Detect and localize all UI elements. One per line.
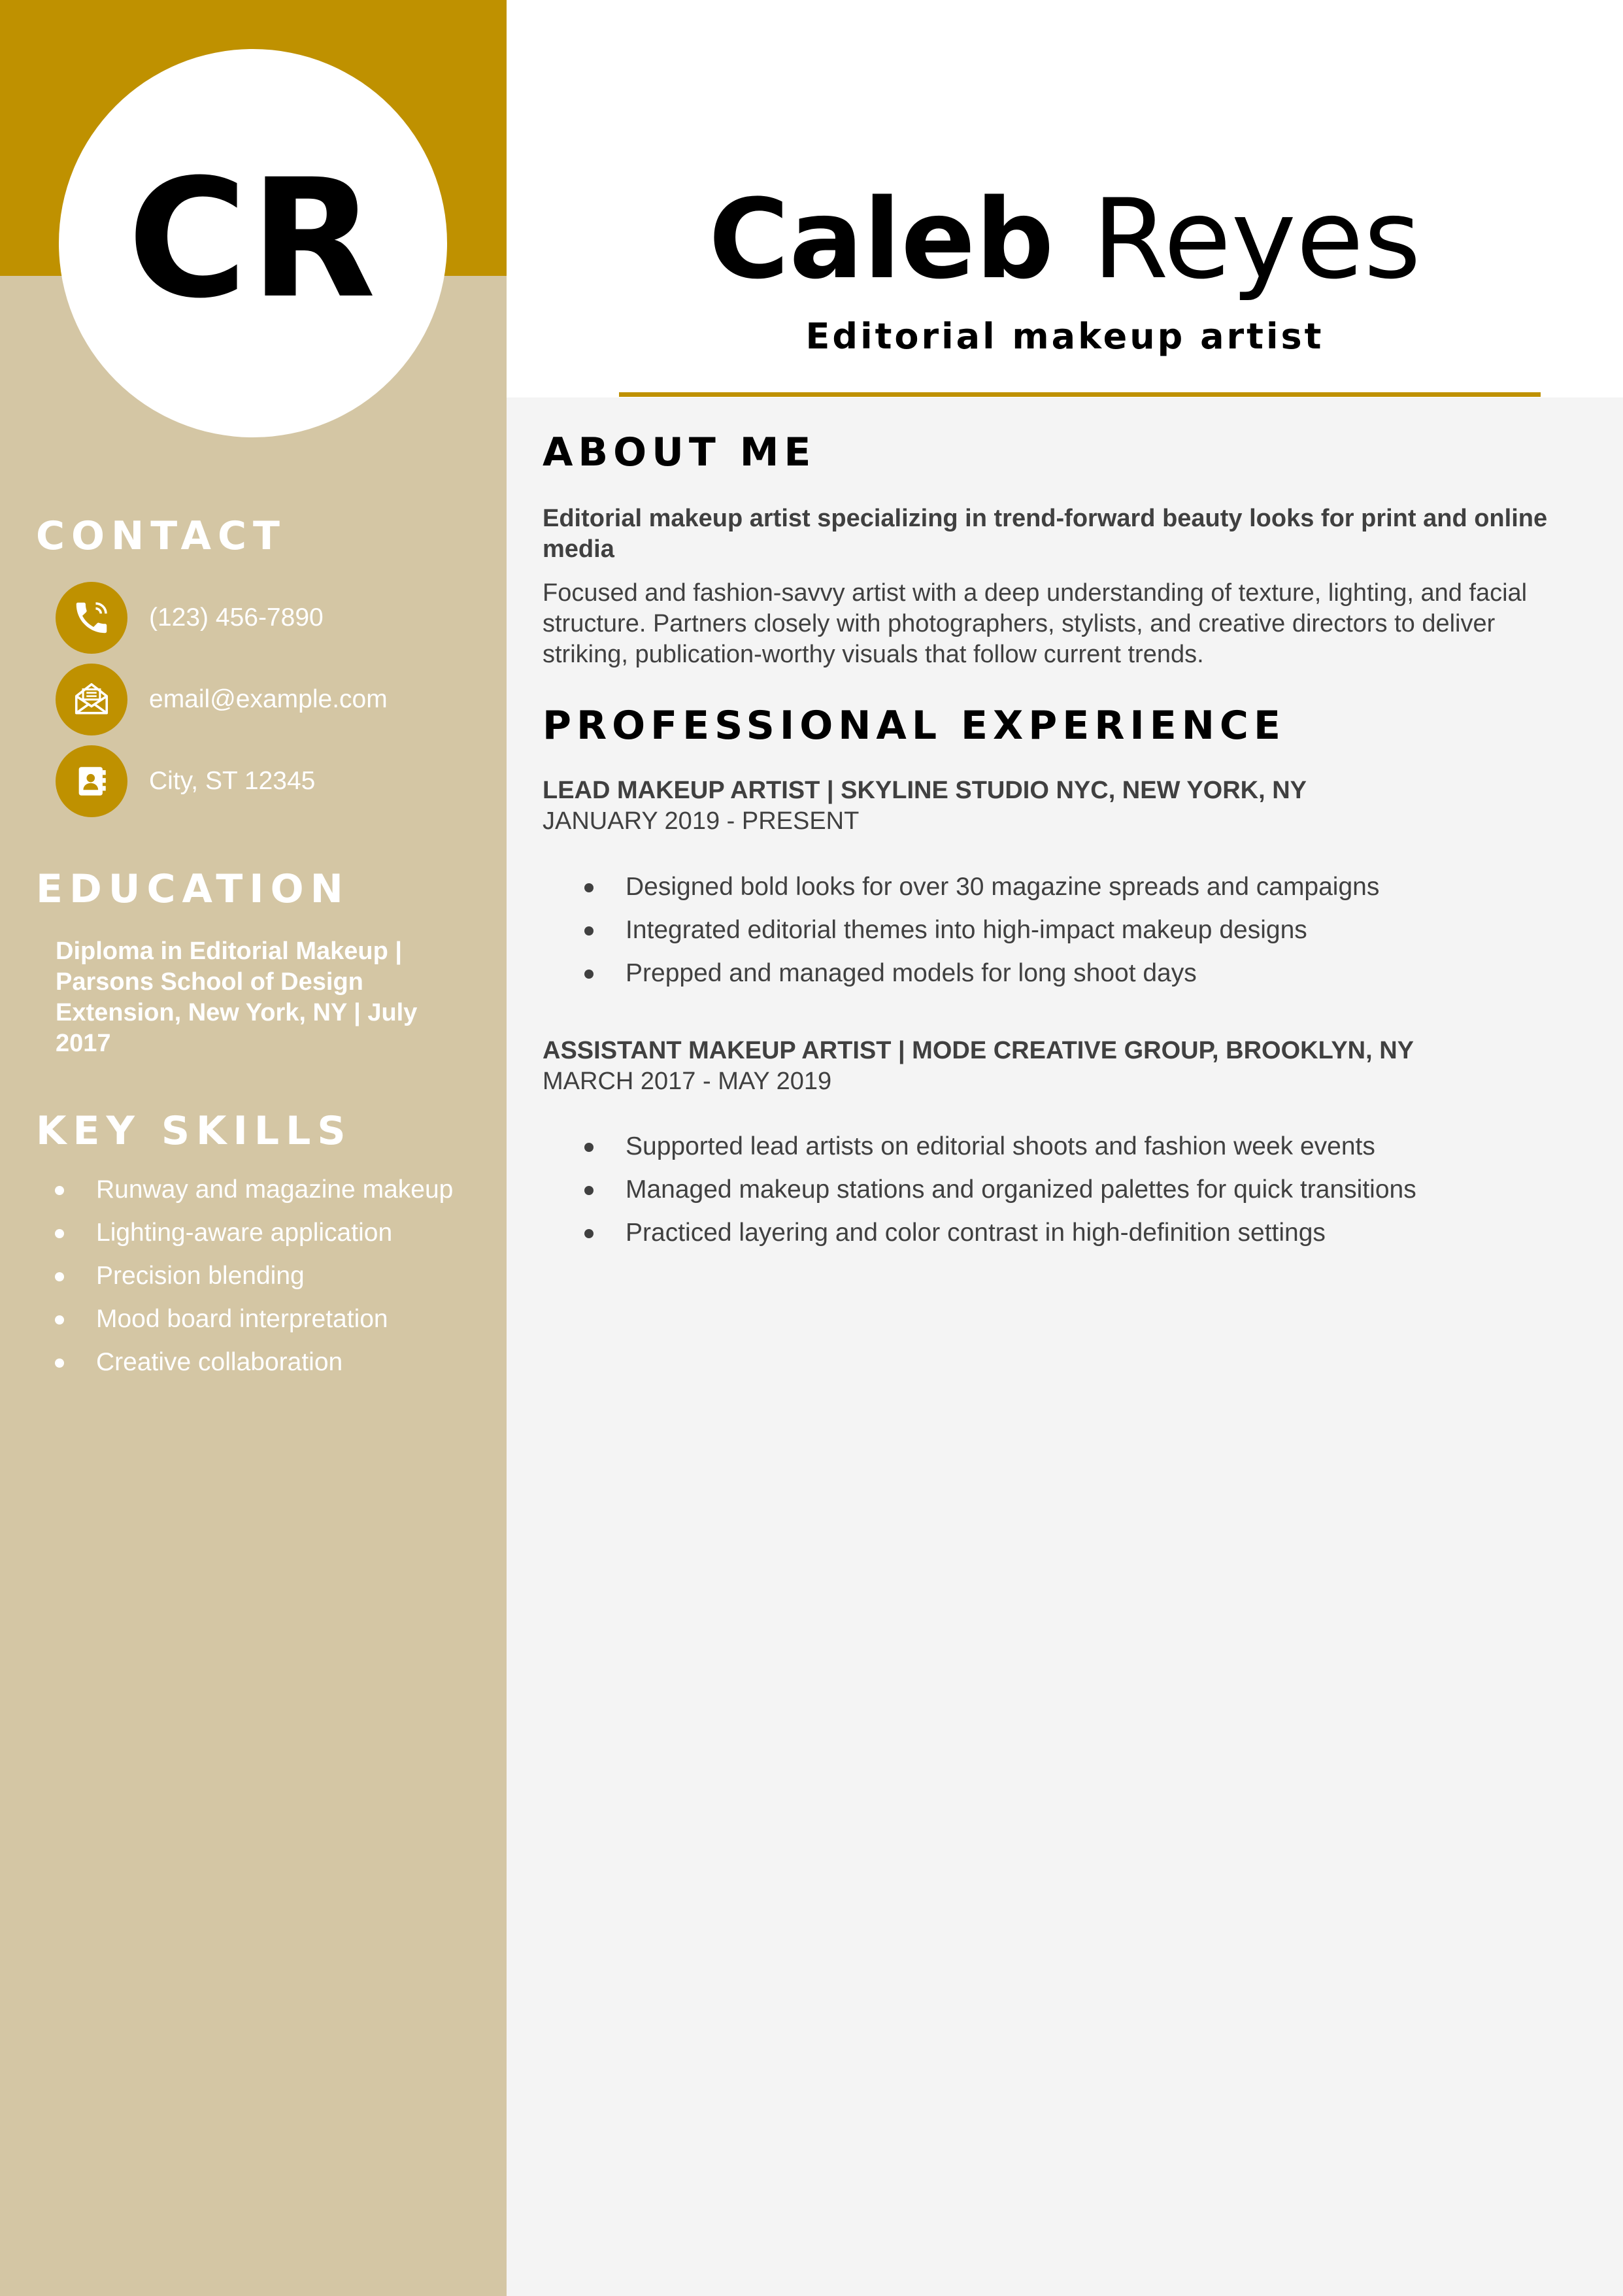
job-2-bullets: [582, 1128, 1416, 1258]
phone-icon: [56, 582, 127, 654]
list-item: [582, 1128, 1416, 1172]
skill-text: Precision blending: [96, 1262, 305, 1290]
monogram-badge: [59, 49, 447, 437]
bullet-text: Managed makeup stations and organized palettes for quick transitions: [626, 1175, 1416, 1204]
about-lead: Editorial makeup artist specializing in trend-forward beauty looks for print and online media: [543, 505, 1548, 563]
job-2-dates: MARCH 2017 - MAY 2019: [543, 1068, 832, 1095]
job-1-bullets: [582, 869, 1379, 998]
bullet-icon: [55, 1272, 64, 1281]
bullet-text: Designed bold looks for over 30 magazine spreads and campaigns: [626, 873, 1380, 901]
skill-item: [52, 1215, 453, 1258]
sidebar: [0, 0, 507, 2296]
bullet-icon: [584, 926, 594, 936]
bullet-icon: [55, 1359, 64, 1368]
education-entry: Diploma in Editorial Makeup | Parsons School of Design Extension, New York, NY | July 2017: [56, 937, 418, 1057]
list-item: [582, 912, 1379, 955]
contact-heading: CONTACT: [36, 513, 286, 559]
contact-phone: [56, 582, 324, 654]
bullet-icon: [584, 883, 594, 892]
contact-phone-text: (123) 456-7890: [149, 603, 324, 632]
bullet-icon: [55, 1315, 64, 1325]
contact-address-text: City, ST 12345: [149, 767, 316, 795]
bullet-text: Practiced layering and color contrast in high-definition settings: [626, 1219, 1326, 1247]
candidate-name: [507, 175, 1623, 303]
skill-item: [52, 1172, 453, 1215]
contact-address: [56, 745, 315, 817]
bullet-icon: [55, 1186, 64, 1195]
job-2-title: ASSISTANT MAKEUP ARTIST | MODE CREATIVE GROUP, BROOKLYN, NY: [543, 1037, 1414, 1064]
monogram: CR: [127, 144, 378, 334]
list-item: [582, 955, 1379, 998]
job-1-title: LEAD MAKEUP ARTIST | SKYLINE STUDIO NYC, NEW YORK, NY: [543, 777, 1307, 804]
skills-heading: KEY SKILLS: [36, 1108, 352, 1154]
bullet-icon: [584, 970, 594, 979]
skill-text: Runway and magazine makeup: [96, 1175, 454, 1204]
job-title-headline: Editorial makeup artist: [805, 316, 1324, 357]
experience-heading: PROFESSIONAL EXPERIENCE: [543, 703, 1286, 749]
job-1-dates: JANUARY 2019 - PRESENT: [543, 807, 860, 835]
skill-item: [52, 1301, 453, 1344]
skill-text: Mood board interpretation: [96, 1305, 388, 1333]
skill-item: [52, 1258, 453, 1301]
contact-email: [56, 664, 388, 735]
contact-email-text: email@example.com: [149, 685, 388, 713]
list-item: [582, 869, 1379, 912]
skill-item: [52, 1344, 453, 1387]
first-name: Caleb: [709, 175, 1054, 303]
envelope-icon: [56, 664, 127, 735]
about-body: Focused and fashion-savvy artist with a deep understanding of texture, lighting, and facial structure. Partners closely with photographers, stylists, and creative directors to deliver striking, publication-worthy visuals that follow current trends.: [543, 579, 1528, 668]
bullet-text: Integrated editorial themes into high-impact makeup designs: [626, 916, 1307, 944]
bullet-icon: [55, 1229, 64, 1238]
last-name: Reyes: [1092, 175, 1421, 303]
about-heading: ABOUT ME: [543, 430, 816, 475]
bullet-icon: [584, 1229, 594, 1238]
skill-text: Creative collaboration: [96, 1348, 343, 1376]
bullet-text: Prepped and managed models for long shoot days: [626, 959, 1197, 987]
bullet-icon: [584, 1143, 594, 1152]
list-item: [582, 1172, 1416, 1215]
header-divider: [619, 392, 1541, 397]
education-heading: EDUCATION: [36, 866, 350, 912]
skills-list: [52, 1172, 453, 1387]
list-item: [582, 1215, 1416, 1258]
bullet-icon: [584, 1186, 594, 1195]
skill-text: Lighting-aware application: [96, 1219, 393, 1247]
bullet-text: Supported lead artists on editorial shoots and fashion week events: [626, 1132, 1375, 1160]
header: [507, 0, 1623, 397]
address-book-icon: [56, 745, 127, 817]
